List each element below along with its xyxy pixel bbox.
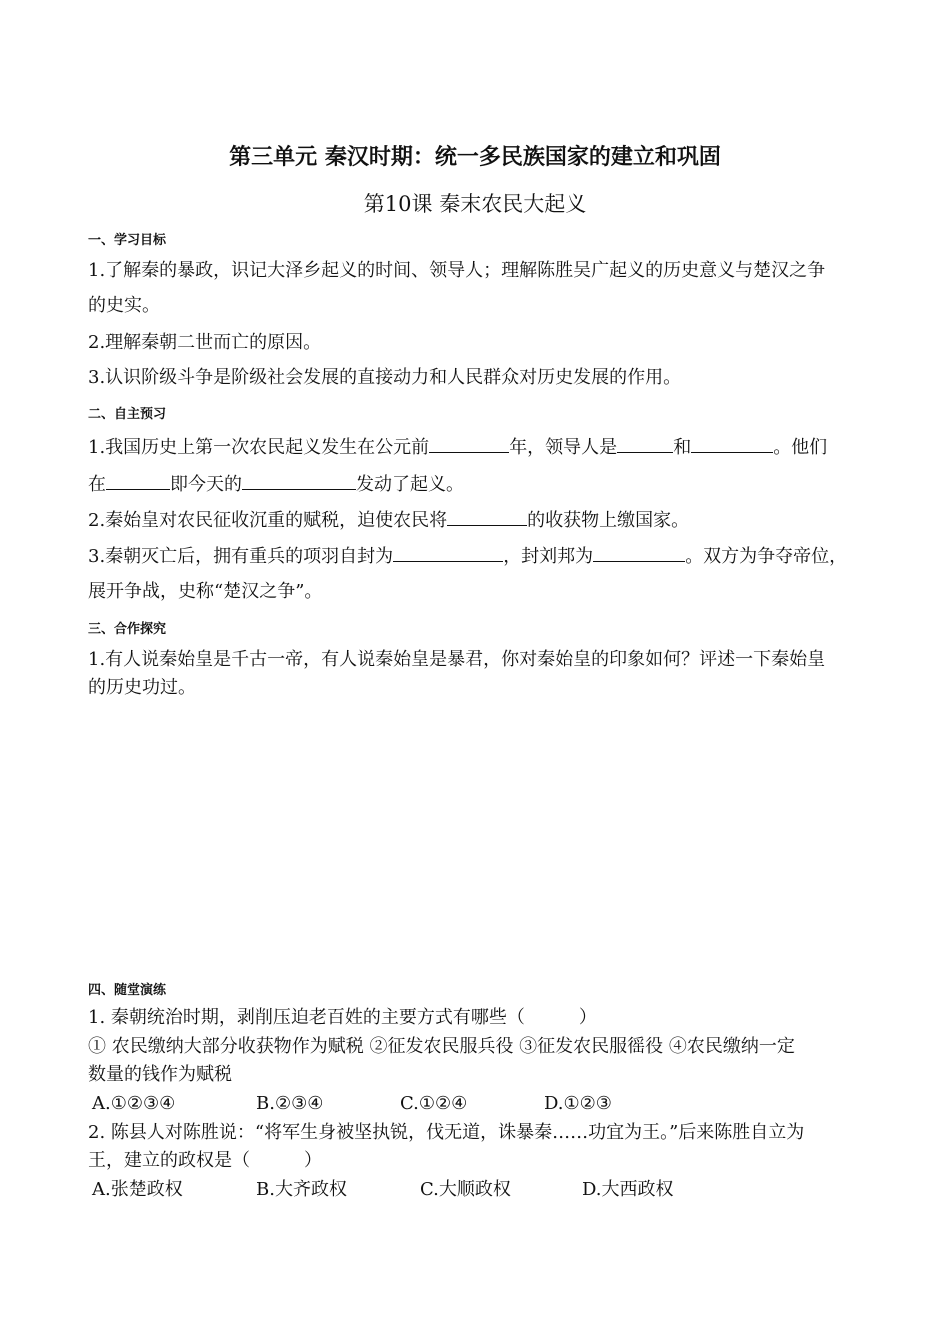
q2-option-d[interactable]: D.大西政权 xyxy=(582,1179,674,1200)
preview-q3-line1 xyxy=(88,545,847,568)
goal-line: 的史实。 xyxy=(88,295,160,316)
text: 。双方为争夺帝位， xyxy=(685,546,848,567)
section-heading-goals: 一、学习目标 xyxy=(88,233,167,248)
section-heading-explore: 三、合作探究 xyxy=(88,622,167,637)
goal-line: 3.认识阶级斗争是阶级社会发展的直接动力和人民群众对历史发展的作用。 xyxy=(88,367,682,388)
text: 年，领导人是 xyxy=(509,437,618,458)
text: 。他们 xyxy=(773,437,828,458)
section-heading-practice: 四、随堂演练 xyxy=(88,983,167,998)
practice-q2-line: 王，建立的政权是（ ） xyxy=(88,1150,322,1171)
q2-option-c[interactable]: C.大顺政权 xyxy=(420,1179,511,1200)
blank-place[interactable] xyxy=(106,473,170,490)
section-heading-preview: 二、自主预习 xyxy=(88,407,167,422)
preview-q3-line2: 展开争战，史称“楚汉之争”。 xyxy=(88,581,323,602)
preview-q1-line1 xyxy=(88,436,827,459)
explore-line: 1.有人说秦始皇是千古一帝，有人说秦始皇是暴君，你对秦始皇的印象如何？评述一下秦始皇 xyxy=(88,649,826,670)
goal-line: 1.了解秦的暴政，识记大泽乡起义的时间、领导人；理解陈胜吴广起义的历史意义与楚汉之争 xyxy=(88,260,826,281)
text: ，封刘邦为 xyxy=(503,546,594,567)
text: 3.秦朝灭亡后，拥有重兵的项羽自封为 xyxy=(88,546,394,567)
text: 和 xyxy=(673,437,692,458)
blank-leader-1[interactable] xyxy=(617,436,673,453)
practice-q1-line: 1. 秦朝统治时期，剥削压迫老百姓的主要方式有哪些（ ） xyxy=(88,1007,597,1028)
blank-xiangyu-title[interactable] xyxy=(393,545,503,562)
text: 发动了起义。 xyxy=(356,474,464,495)
lesson-title: 第10课 秦末农民大起义 xyxy=(363,192,587,216)
q2-option-b[interactable]: B.大齐政权 xyxy=(256,1179,347,1200)
q1-option-d[interactable]: D.①②③ xyxy=(544,1093,612,1114)
explore-line: 的历史功过。 xyxy=(88,677,196,698)
practice-q1-line: ① 农民缴纳大部分收获物作为赋税 ②征发农民服兵役 ③征发农民服徭役 ④农民缴纳一定 xyxy=(88,1036,795,1057)
blank-year[interactable] xyxy=(429,436,509,453)
unit-title: 第三单元 秦汉时期：统一多民族国家的建立和巩固 xyxy=(229,145,721,170)
blank-modern-place[interactable] xyxy=(242,473,356,490)
text: 即今天的 xyxy=(170,474,242,495)
goal-line: 2.理解秦朝二世而亡的原因。 xyxy=(88,332,322,353)
q2-option-a[interactable]: A.张楚政权 xyxy=(92,1179,183,1200)
q1-option-a[interactable]: A.①②③④ xyxy=(92,1093,176,1114)
q1-option-c[interactable]: C.①②④ xyxy=(400,1093,468,1114)
text: 2.秦始皇对农民征收沉重的赋税，迫使农民将 xyxy=(88,510,448,531)
blank-portion[interactable] xyxy=(447,509,527,526)
text: 1.我国历史上第一次农民起义发生在公元前 xyxy=(88,437,430,458)
text: 在 xyxy=(88,474,106,495)
text: 的收获物上缴国家。 xyxy=(527,510,690,531)
blank-liubang-title[interactable] xyxy=(593,545,685,562)
practice-q1-line: 数量的钱作为赋税 xyxy=(88,1064,232,1085)
preview-q1-line2 xyxy=(88,473,464,496)
practice-q2-line: 2. 陈县人对陈胜说：“将军生身被坚执锐，伐无道，诛暴秦……功宜为王。”后来陈胜自立为 xyxy=(88,1122,805,1143)
q1-option-b[interactable]: B.②③④ xyxy=(256,1093,324,1114)
preview-q2 xyxy=(88,509,689,532)
blank-leader-2[interactable] xyxy=(691,436,773,453)
